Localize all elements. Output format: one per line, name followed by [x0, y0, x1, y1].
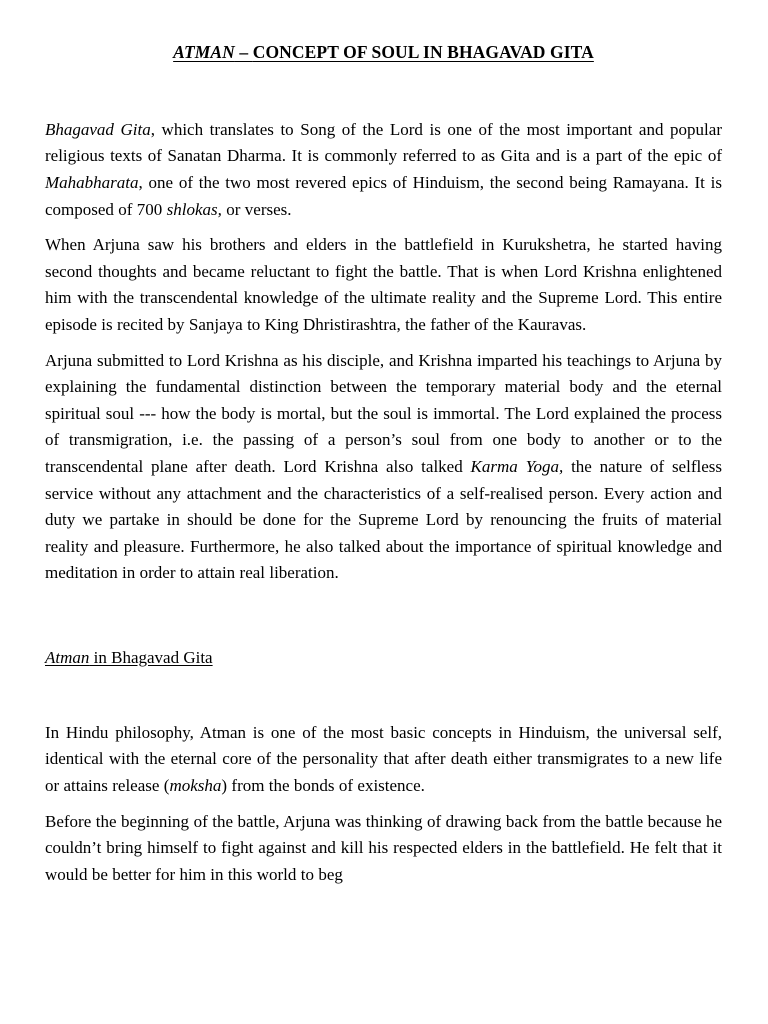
page-title-underline-group: [173, 42, 594, 62]
spacer-after-heading: [45, 671, 722, 698]
spacer-before-heading: [45, 596, 722, 623]
run-italic-karma-yoga: Karma Yoga,: [470, 457, 564, 476]
section-heading-emphasis: Atman: [45, 647, 90, 667]
spacer-after-heading-extra: [45, 698, 722, 720]
run-text-teachings-b: the nature of selfless service without any attachment and the characteristics of a self-realised person. Every action and duty we partake in should be done for the Supreme Lord by renouncing the fruits of material reality and pleasure. Furthermore, he also talked about the importance of spiritual knowledge and meditation in order to attain real liberation.: [45, 457, 722, 583]
run-text-before-battle: Before the beginning of the battle, Arjuna was thinking of drawing back from the battle because he couldn’t bring himself to fight against and kill his respected elders in the battlefield. He felt that it would be better for him in this world to beg: [45, 811, 722, 884]
paragraph-hindu-philosophy: [45, 720, 722, 800]
page-title-separator: –: [234, 42, 253, 62]
section-heading-underline-group: [45, 648, 213, 667]
document-content: [45, 0, 722, 888]
run-text-intro-b: , one of the two most revered epics of Hinduism, the second being Ramayana. It is composed of 700: [45, 173, 722, 219]
page-title-rest: CONCEPT OF SOUL IN BHAGAVAD GITA: [252, 42, 594, 62]
page-title-emphasis: ATMAN: [173, 42, 235, 62]
paragraph-arjuna-battlefield: [45, 232, 722, 338]
run-text-battlefield: When Arjuna saw his brothers and elders in the battlefield in Kurukshetra, he started having second thoughts and became reluctant to fight the battle. That is when Lord Krishna enlightened him with the transcendental knowledge of the ultimate reality and the Supreme Lord. This entire episode is recited by Sanjaya to King Dhristirashtra, the father of the Kauravas.: [45, 235, 722, 335]
title-spacer: [45, 64, 722, 117]
run-italic-shlokas: shlokas,: [166, 199, 222, 219]
run-text-philosophy-b: ) from the bonds of existence.: [221, 775, 425, 795]
section-heading-rest: in Bhagavad Gita: [89, 647, 213, 667]
spacer-before-heading-extra: [45, 623, 722, 645]
run-text-intro-a: , which translates to Song of the Lord is one of the most important and popular religious texts of Sanatan Dharma. It is commonly referred to as Gita and is a part of the epic of: [45, 119, 722, 166]
run-italic-mahabharata: Mahabharata: [45, 173, 139, 193]
run-italic-bhagavad-gita: Bhagavad Gita: [45, 119, 151, 139]
page-title: [45, 0, 722, 64]
section-heading-atman: [45, 645, 722, 672]
paragraph-teachings: [45, 348, 722, 587]
run-text-intro-c: or verses.: [221, 199, 292, 219]
run-text-philosophy-a: In Hindu philosophy, Atman is one of the most basic concepts in Hinduism, the universal self, identical with the eternal core of the personality that after death either transmigrates to a new life or attains release (: [45, 722, 722, 795]
run-italic-moksha: moksha: [169, 775, 222, 795]
paragraph-intro: [45, 117, 722, 223]
run-text-teachings-a: Arjuna submitted to Lord Krishna as his disciple, and Krishna imparted his teachings to Arjuna by explaining the fundamental distinction between the temporary material body and the eternal spiritual soul --- how the body is mortal, but the soul is immortal. The Lord explained the process of transmigration, i.e. the passing of a person’s soul from one body to another or to the transcendental plane after death. Lord Krishna also talked: [45, 350, 722, 476]
paragraph-before-battle: [45, 809, 722, 889]
